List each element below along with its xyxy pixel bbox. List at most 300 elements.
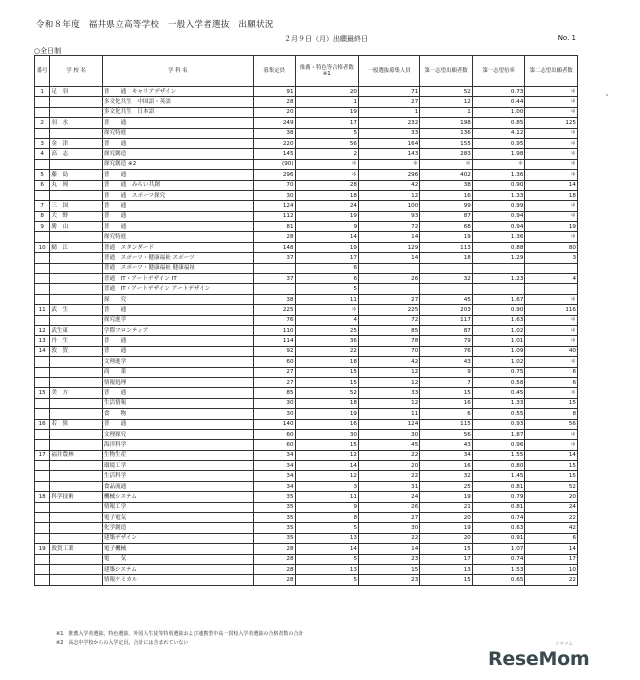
cell-school	[50, 377, 103, 387]
cell-gen: 70	[359, 346, 420, 356]
cell-ratio: 1.63	[472, 315, 525, 325]
cell-first: 1	[420, 107, 473, 117]
cell-first: 68	[420, 222, 473, 232]
cell-rec: 17	[295, 118, 358, 128]
cell-cap: 148	[253, 242, 295, 252]
cell-gen: 85	[359, 325, 420, 335]
cell-ratio: 0.90	[472, 180, 525, 190]
table-row	[35, 554, 578, 564]
table-row	[35, 398, 578, 408]
table-row	[35, 170, 578, 180]
table-row	[35, 107, 578, 117]
cell-second: ＊	[525, 87, 578, 97]
cell-rec: 6	[295, 274, 358, 284]
table-row	[35, 232, 578, 242]
cell-gen: 45	[359, 440, 420, 450]
cell-second: ＊	[525, 357, 578, 367]
cell-cap: 34	[253, 481, 295, 491]
cell-no	[35, 409, 50, 419]
cell-gen: 124	[359, 419, 420, 429]
cell-rec: 17	[295, 253, 358, 263]
cell-rec: 11	[295, 294, 358, 304]
cell-course: 機械システム	[102, 492, 253, 502]
col-capacity: 募集定員	[253, 56, 295, 87]
cell-rec: 12	[295, 450, 358, 460]
table-row	[35, 118, 578, 128]
cell-course: 普 通	[102, 419, 253, 429]
cell-no: 3	[35, 138, 50, 148]
cell-course: 建築デザイン	[102, 533, 253, 543]
cell-second: ＊	[525, 232, 578, 242]
cell-course: 探究創造 ※2	[102, 159, 253, 169]
cell-school	[50, 481, 103, 491]
table-row	[35, 492, 578, 502]
cell-cap: 225	[253, 305, 295, 315]
cell-school	[50, 471, 103, 481]
cell-rec: 3	[295, 481, 358, 491]
cell-gen: 12	[359, 377, 420, 387]
cell-no	[35, 564, 50, 574]
cell-school: 三 国	[50, 201, 103, 211]
cell-gen: 225	[359, 305, 420, 315]
cell-school	[50, 502, 103, 512]
cell-ratio: 0.80	[472, 461, 525, 471]
cell-first: 15	[420, 388, 473, 398]
cell-no: 2	[35, 118, 50, 128]
table-row	[35, 294, 578, 304]
cell-cap: 38	[253, 294, 295, 304]
cell-school	[50, 253, 103, 263]
cell-cap: 70	[253, 180, 295, 190]
cell-cap: 60	[253, 357, 295, 367]
cell-first: 7	[420, 377, 473, 387]
cell-ratio: 1.00	[472, 107, 525, 117]
cell-ratio: 0.63	[472, 523, 525, 533]
cell-course: 文理探究	[102, 429, 253, 439]
cell-no	[35, 554, 50, 564]
cell-first: 56	[420, 429, 473, 439]
table-row	[35, 533, 578, 543]
cell-first: 20	[420, 533, 473, 543]
cell-gen: 72	[359, 222, 420, 232]
cell-rec: 36	[295, 336, 358, 346]
cell-ratio: 1.98	[472, 149, 525, 159]
cell-cap: 30	[253, 190, 295, 200]
cell-ratio: 1.07	[472, 544, 525, 554]
cell-course: 普 通	[102, 201, 253, 211]
cell-rec: 5	[295, 554, 358, 564]
table-row	[35, 284, 578, 294]
cell-first: 17	[420, 554, 473, 564]
cell-course: 食品流通	[102, 481, 253, 491]
cell-cap: 28	[253, 575, 295, 585]
cell-gen: 129	[359, 242, 420, 252]
cell-second: 17	[525, 554, 578, 564]
cell-cap: 28	[253, 232, 295, 242]
cell-school	[50, 159, 103, 169]
cell-school	[50, 128, 103, 138]
table-row	[35, 481, 578, 491]
cell-rec: 1	[295, 97, 358, 107]
cell-gen: 78	[359, 336, 420, 346]
cell-no: 1	[35, 87, 50, 97]
cell-rec: 14	[295, 461, 358, 471]
cell-course: 文理進学	[102, 357, 253, 367]
cell-first: 18	[420, 253, 473, 263]
cell-school	[50, 284, 103, 294]
cell-first: 113	[420, 242, 473, 252]
cell-ratio: 1.33	[472, 190, 525, 200]
cell-rec: 19	[295, 409, 358, 419]
cell-cap: 220	[253, 138, 295, 148]
stray-dot	[606, 94, 608, 96]
table-row	[35, 461, 578, 471]
cell-school: 鯖 江	[50, 242, 103, 252]
col-no: 番号	[35, 56, 50, 87]
cell-second: 14	[525, 450, 578, 460]
cell-cap: 37	[253, 274, 295, 284]
cell-no	[35, 575, 50, 585]
cell-first: 117	[420, 315, 473, 325]
cell-no	[35, 440, 50, 450]
cell-gen: 1	[359, 107, 420, 117]
cell-first: 76	[420, 346, 473, 356]
cell-cap: 35	[253, 523, 295, 533]
cell-cap: 81	[253, 222, 295, 232]
cell-second: ＊	[525, 429, 578, 439]
cell-course: 学際フロンティア	[102, 325, 253, 335]
table-row	[35, 242, 578, 252]
cell-second: 20	[525, 492, 578, 502]
cell-gen: 26	[359, 274, 420, 284]
cell-cap: 34	[253, 461, 295, 471]
table-row	[35, 159, 578, 169]
cell-no	[35, 232, 50, 242]
table-row	[35, 377, 578, 387]
cell-gen: 71	[359, 87, 420, 97]
cell-no: 19	[35, 544, 50, 554]
cell-rec: 5	[295, 128, 358, 138]
footnote-1: ※1 推薦入学者選抜、特色選抜、外国人生徒等特別選抜および連携型中高一貫校入学者選抜の合格者数の合計	[56, 631, 304, 637]
cell-school	[50, 429, 103, 439]
cell-rec: 52	[295, 388, 358, 398]
cell-second: 14	[525, 544, 578, 554]
cell-rec: 5	[295, 284, 358, 294]
footnote-2: ※2 高志中学校からの入学定員。合計には含まれていない	[56, 640, 189, 646]
cell-second: ＊	[525, 315, 578, 325]
col-school: 学 校 名	[50, 56, 103, 87]
cell-ratio: 1.09	[472, 346, 525, 356]
cell-ratio: 1.87	[472, 429, 525, 439]
cell-cap: 60	[253, 429, 295, 439]
cell-no: 17	[35, 450, 50, 460]
cell-ratio: 0.94	[472, 211, 525, 221]
cell-ratio: 1.02	[472, 325, 525, 335]
cell-gen: 100	[359, 201, 420, 211]
cell-second	[525, 263, 578, 273]
cell-rec: 19	[295, 107, 358, 117]
cell-no: 8	[35, 211, 50, 221]
col-general: 一般選抜募集人員	[359, 56, 420, 87]
cell-rec: 19	[295, 211, 358, 221]
cell-school	[50, 315, 103, 325]
cell-rec: 8	[295, 513, 358, 523]
cell-gen	[359, 284, 420, 294]
cell-no	[35, 263, 50, 273]
cell-ratio: 0.96	[472, 440, 525, 450]
cell-course: 普 通	[102, 346, 253, 356]
cell-rec: 18	[295, 190, 358, 200]
cell-school	[50, 440, 103, 450]
cell-rec: 4	[295, 315, 358, 325]
cell-school	[50, 398, 103, 408]
table-row	[35, 575, 578, 585]
cell-first: 12	[420, 97, 473, 107]
cell-school	[50, 263, 103, 273]
cell-second: 42	[525, 523, 578, 533]
cell-ratio: 0.58	[472, 377, 525, 387]
cell-second: ＊	[525, 201, 578, 211]
cell-no	[35, 429, 50, 439]
cell-cap: 124	[253, 201, 295, 211]
cell-cap: 35	[253, 533, 295, 543]
cell-ratio: ＊	[472, 159, 525, 169]
cell-cap	[253, 284, 295, 294]
cell-second: 6	[525, 367, 578, 377]
cell-first: 20	[420, 513, 473, 523]
cell-course: 普 通	[102, 138, 253, 148]
cell-first: 38	[420, 180, 473, 190]
cell-cap: 60	[253, 440, 295, 450]
cell-first: 9	[420, 367, 473, 377]
table-header-row	[35, 56, 578, 87]
cell-gen: 14	[359, 544, 420, 554]
cell-school: 福井農林	[50, 450, 103, 460]
cell-course: 探 究	[102, 294, 253, 304]
cell-second: 10	[525, 564, 578, 574]
cell-rec: 13	[295, 533, 358, 543]
deadline-date: ２月９日（月）出願最終日	[284, 35, 368, 43]
cell-rec: ＊	[295, 170, 358, 180]
cell-gen: 14	[359, 232, 420, 242]
cell-second: 22	[525, 513, 578, 523]
cell-first: 52	[420, 87, 473, 97]
cell-ratio: 0.44	[472, 97, 525, 107]
cell-first: 6	[420, 409, 473, 419]
cell-rec: 13	[295, 564, 358, 574]
cell-course: 電 気	[102, 554, 253, 564]
cell-second: ＊	[525, 440, 578, 450]
cell-first	[420, 284, 473, 294]
cell-no	[35, 523, 50, 533]
cell-gen: 14	[359, 253, 420, 263]
cell-no	[35, 377, 50, 387]
cell-school: 羽 水	[50, 118, 103, 128]
cell-ratio: 1.55	[472, 450, 525, 460]
table-row	[35, 305, 578, 315]
cell-second: 19	[525, 222, 578, 232]
cell-second: 56	[525, 419, 578, 429]
cell-first: 16	[420, 461, 473, 471]
cell-course: 普 通 みらい共創	[102, 180, 253, 190]
cell-gen: 33	[359, 388, 420, 398]
cell-school	[50, 461, 103, 471]
cell-rec: 18	[295, 398, 358, 408]
table-row	[35, 149, 578, 159]
cell-cap: 249	[253, 118, 295, 128]
cell-gen: 20	[359, 461, 420, 471]
cell-cap	[253, 263, 295, 273]
cell-no: 6	[35, 180, 50, 190]
cell-no	[35, 274, 50, 284]
cell-course: 探究特進	[102, 232, 253, 242]
cell-school	[50, 554, 103, 564]
cell-first: 99	[420, 201, 473, 211]
table-row	[35, 450, 578, 460]
cell-second: ＊	[525, 128, 578, 138]
cell-course: 普通 IT・アートデザイン IT	[102, 274, 253, 284]
cell-course: 建築システム	[102, 564, 253, 574]
cell-gen: 143	[359, 149, 420, 159]
cell-gen: 31	[359, 481, 420, 491]
cell-ratio: 0.94	[472, 222, 525, 232]
cell-first: ＊	[420, 159, 473, 169]
cell-first: 32	[420, 274, 473, 284]
cell-cap: 30	[253, 409, 295, 419]
cell-second: ＊	[525, 294, 578, 304]
cell-course: 生物生産	[102, 450, 253, 460]
cell-course: 多文化共生 中国語・英語	[102, 97, 253, 107]
table-row	[35, 336, 578, 346]
cell-second: 3	[525, 253, 578, 263]
cell-gen: 164	[359, 138, 420, 148]
cell-first: 16	[420, 190, 473, 200]
cell-no: 9	[35, 222, 50, 232]
cell-school	[50, 190, 103, 200]
cell-second: 24	[525, 502, 578, 512]
cell-ratio: 1.33	[472, 398, 525, 408]
cell-gen: 27	[359, 513, 420, 523]
table-row	[35, 419, 578, 429]
cell-first: 32	[420, 471, 473, 481]
cell-school	[50, 107, 103, 117]
cell-no	[35, 513, 50, 523]
cell-rec: 56	[295, 138, 358, 148]
table-row	[35, 471, 578, 481]
cell-second: 6	[525, 533, 578, 543]
cell-school: 武 生	[50, 305, 103, 315]
cell-no: 5	[35, 170, 50, 180]
table-row	[35, 180, 578, 190]
cell-cap: 35	[253, 492, 295, 502]
cell-school: 勝 山	[50, 222, 103, 232]
cell-first: 43	[420, 357, 473, 367]
cell-gen: 296	[359, 170, 420, 180]
cell-second: ＊	[525, 97, 578, 107]
cell-gen: 72	[359, 315, 420, 325]
cell-rec: 11	[295, 492, 358, 502]
cell-course: 化学創造	[102, 523, 253, 533]
cell-ratio: 1.36	[472, 232, 525, 242]
cell-rec: 5	[295, 523, 358, 533]
cell-first: 15	[420, 544, 473, 554]
cell-school: 敦 賀	[50, 346, 103, 356]
cell-no	[35, 502, 50, 512]
table-row	[35, 429, 578, 439]
table-row	[35, 357, 578, 367]
cell-second: 40	[525, 346, 578, 356]
cell-rec: 5	[295, 575, 358, 585]
cell-cap: 28	[253, 544, 295, 554]
cell-cap: 114	[253, 336, 295, 346]
cell-no	[35, 107, 50, 117]
cell-course: 普 通	[102, 222, 253, 232]
cell-course: 普 通 スポーツ探究	[102, 190, 253, 200]
cell-ratio: 0.73	[472, 87, 525, 97]
resemom-logo: ReseMom	[488, 648, 590, 670]
cell-rec: 24	[295, 201, 358, 211]
cell-no: 11	[35, 305, 50, 315]
table-row	[35, 201, 578, 211]
cell-gen: 42	[359, 180, 420, 190]
cell-gen: ＊	[359, 159, 420, 169]
cell-ratio: 0.85	[472, 118, 525, 128]
col-first-choice: 第一志望出願者数	[420, 56, 473, 87]
table-row	[35, 315, 578, 325]
cell-school	[50, 232, 103, 242]
cell-school	[50, 357, 103, 367]
cell-school	[50, 274, 103, 284]
cell-cap: 91	[253, 87, 295, 97]
cell-school: 科学技術	[50, 492, 103, 502]
cell-second: ＊	[525, 336, 578, 346]
cell-ratio: 0.74	[472, 513, 525, 523]
section-label: ○全日制	[34, 47, 62, 55]
cell-second: 80	[525, 242, 578, 252]
cell-second: ＊	[525, 138, 578, 148]
cell-gen: 22	[359, 450, 420, 460]
cell-school	[50, 294, 103, 304]
cell-gen: 23	[359, 554, 420, 564]
cell-course: 普 通	[102, 388, 253, 398]
cell-no: 4	[35, 149, 50, 159]
cell-first: 19	[420, 492, 473, 502]
cell-first: 19	[420, 523, 473, 533]
cell-course: 普通 スポーツ・健康福祉 健康福祉	[102, 263, 253, 273]
cell-school: 丹 生	[50, 336, 103, 346]
cell-first: 283	[420, 149, 473, 159]
cell-course: 普 通	[102, 118, 253, 128]
cell-gen: 93	[359, 211, 420, 221]
cell-course: 普 通	[102, 211, 253, 221]
cell-no: 18	[35, 492, 50, 502]
cell-no	[35, 190, 50, 200]
cell-first: 21	[420, 502, 473, 512]
cell-rec: 19	[295, 242, 358, 252]
table-row	[35, 513, 578, 523]
cell-gen: 26	[359, 502, 420, 512]
cell-second: ＊	[525, 159, 578, 169]
table-row	[35, 440, 578, 450]
table-row	[35, 367, 578, 377]
cell-course: 商 業	[102, 367, 253, 377]
table-row	[35, 274, 578, 284]
cell-school	[50, 513, 103, 523]
cell-no	[35, 159, 50, 169]
cell-rec: 12	[295, 471, 358, 481]
table-row	[35, 409, 578, 419]
table-row	[35, 346, 578, 356]
